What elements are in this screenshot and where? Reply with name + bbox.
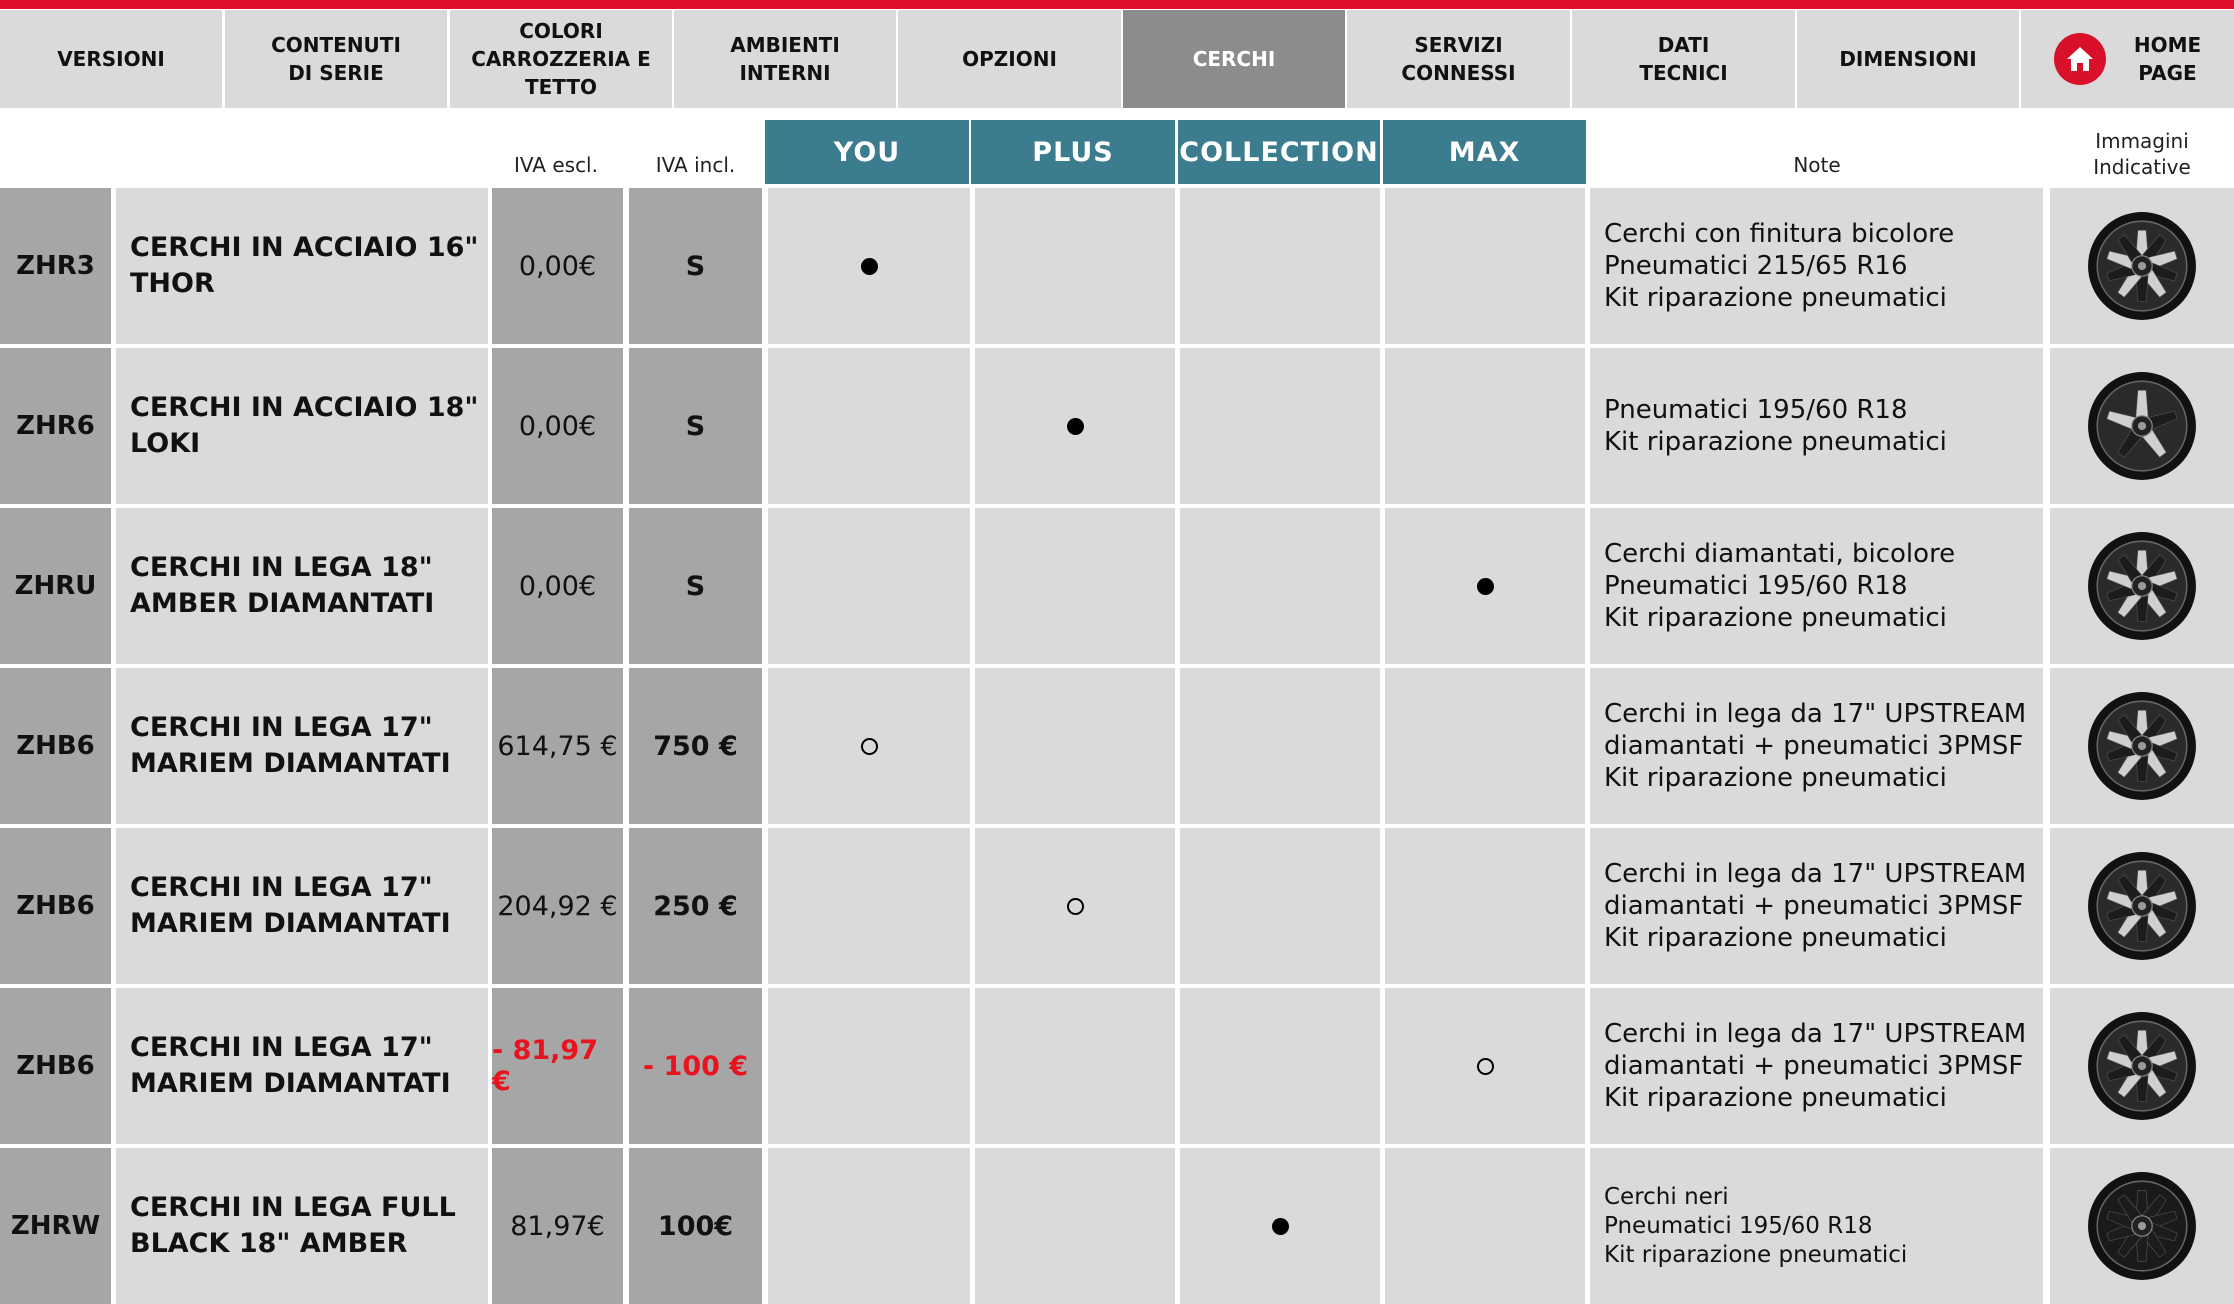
- trim-cell-plus: [975, 1148, 1175, 1304]
- note-line: diamantati + pneumatici 3PMSF: [1604, 891, 2024, 921]
- images-header: Immagini Indicative: [2093, 129, 2191, 179]
- home-page-label: HOME PAGE: [2133, 33, 2202, 85]
- trim-cell-collection: [1180, 1148, 1380, 1304]
- note-line: Pneumatici 215/65 R16: [1604, 251, 1908, 281]
- price-iva-incl: S: [629, 188, 762, 344]
- price-iva-incl: 100€: [629, 1148, 762, 1304]
- trim-cell-max: [1385, 828, 1585, 984]
- nav-tab-versioni[interactable]: VERSIONI: [0, 10, 222, 108]
- option-name-text: CERCHI IN ACCIAIO 18" LOKI: [130, 392, 479, 459]
- note-line: diamantati + pneumatici 3PMSF: [1604, 731, 2024, 761]
- option-notes: [1590, 1148, 2043, 1304]
- option-name: [116, 828, 488, 984]
- note-line: Kit riparazione pneumatici: [1604, 603, 1947, 633]
- optional-dot-icon: [1067, 898, 1084, 915]
- option-code: ZHRU: [0, 508, 111, 664]
- trim-cell-you: [768, 1148, 970, 1304]
- option-notes: [1590, 828, 2043, 984]
- trim-cell-you: [768, 988, 970, 1144]
- price-iva-incl: S: [629, 508, 762, 664]
- nav-tab-opzioni[interactable]: OPZIONI: [898, 10, 1121, 108]
- option-name: [116, 1148, 488, 1304]
- standard-dot-icon: [861, 258, 878, 275]
- option-name: [116, 508, 488, 664]
- option-code: ZHB6: [0, 668, 111, 824]
- option-notes: [1590, 988, 2043, 1144]
- option-notes: [1590, 508, 2043, 664]
- top-navigation: [0, 10, 2234, 108]
- nav-tab-servizi-connessi[interactable]: SERVIZI CONNESSI: [1347, 10, 1570, 108]
- trim-header-you: YOU: [765, 120, 969, 184]
- option-name: [116, 188, 488, 344]
- trim-cell-you: [768, 188, 970, 344]
- price-iva-escl: 0,00€: [492, 188, 623, 344]
- option-name: [116, 668, 488, 824]
- trim-cell-collection: [1180, 508, 1380, 664]
- trim-cell-you: [768, 668, 970, 824]
- price-iva-escl: 614,75 €: [492, 668, 623, 824]
- option-name-text: CERCHI IN LEGA 17" MARIEM DIAMANTATI: [130, 872, 451, 939]
- option-name: [116, 348, 488, 504]
- trim-header-max: MAX: [1383, 120, 1586, 184]
- wheel-icon: [2086, 850, 2198, 962]
- trim-cell-plus: [975, 188, 1175, 344]
- option-name-text: CERCHI IN LEGA 17" MARIEM DIAMANTATI: [130, 1032, 451, 1099]
- standard-dot-icon: [1067, 418, 1084, 435]
- nav-tab-colori-carrozzeria-e-tetto[interactable]: COLORI CARROZZERIA E TETTO: [450, 10, 672, 108]
- trim-cell-max: [1385, 988, 1585, 1144]
- standard-dot-icon: [1477, 578, 1494, 595]
- option-name: [116, 988, 488, 1144]
- option-code: ZHRW: [0, 1148, 111, 1304]
- option-name-text: CERCHI IN LEGA FULL BLACK 18" AMBER: [130, 1192, 456, 1259]
- note-line: Kit riparazione pneumatici: [1604, 763, 1947, 793]
- trim-cell-collection: [1180, 668, 1380, 824]
- trim-cell-you: [768, 508, 970, 664]
- note-line: Pneumatici 195/60 R18: [1604, 395, 1908, 425]
- note-line: Kit riparazione pneumatici: [1604, 427, 1947, 457]
- price-iva-escl: 81,97€: [492, 1148, 623, 1304]
- option-name-text: CERCHI IN LEGA 18" AMBER DIAMANTATI: [130, 552, 435, 619]
- option-name-text: CERCHI IN ACCIAIO 16" THOR: [130, 232, 479, 299]
- note-line: Pneumatici 195/60 R18: [1604, 571, 1908, 601]
- note-line: Cerchi diamantati, bicolore: [1604, 539, 1956, 569]
- note-line: Kit riparazione pneumatici: [1604, 1083, 1947, 1113]
- note-line: Cerchi in lega da 17" UPSTREAM: [1604, 1019, 2027, 1049]
- trim-cell-max: [1385, 668, 1585, 824]
- trim-cell-max: [1385, 508, 1585, 664]
- trim-cell-plus: [975, 348, 1175, 504]
- wheel-image: [2050, 188, 2234, 344]
- trim-cell-max: [1385, 188, 1585, 344]
- trim-cell-plus: [975, 988, 1175, 1144]
- trim-cell-collection: [1180, 188, 1380, 344]
- trim-cell-collection: [1180, 988, 1380, 1144]
- wheel-icon: [2086, 1170, 2198, 1282]
- price-iva-incl: 750 €: [629, 668, 762, 824]
- wheel-icon: [2086, 690, 2198, 802]
- price-iva-escl: 0,00€: [492, 348, 623, 504]
- note-line: Kit riparazione pneumatici: [1604, 923, 1947, 953]
- trim-cell-plus: [975, 668, 1175, 824]
- optional-dot-icon: [1477, 1058, 1494, 1075]
- trim-cell-collection: [1180, 348, 1380, 504]
- note-line: Cerchi in lega da 17" UPSTREAM: [1604, 859, 2027, 889]
- wheel-image: [2050, 348, 2234, 504]
- option-notes: [1590, 348, 2043, 504]
- nav-tab-dati-tecnici[interactable]: DATI TECNICI: [1572, 10, 1795, 108]
- nav-home-page[interactable]: [2021, 10, 2234, 108]
- price-iva-escl: 0,00€: [492, 508, 623, 664]
- wheel-image: [2050, 988, 2234, 1144]
- standard-dot-icon: [1272, 1218, 1289, 1235]
- trim-cell-max: [1385, 348, 1585, 504]
- trim-cell-max: [1385, 1148, 1585, 1304]
- option-notes: [1590, 668, 2043, 824]
- note-line: Pneumatici 195/60 R18: [1604, 1212, 1873, 1239]
- nav-tab-contenuti-di-serie[interactable]: CONTENUTI DI SERIE: [225, 10, 447, 108]
- trim-cell-you: [768, 828, 970, 984]
- note-line: diamantati + pneumatici 3PMSF: [1604, 1051, 2024, 1081]
- option-code: ZHB6: [0, 828, 111, 984]
- note-header: Note: [1793, 153, 1841, 177]
- home-icon: [2054, 33, 2106, 85]
- wheel-icon: [2086, 210, 2198, 322]
- price-iva-escl: 204,92 €: [492, 828, 623, 984]
- option-code: ZHR3: [0, 188, 111, 344]
- trim-cell-you: [768, 348, 970, 504]
- note-line: Cerchi in lega da 17" UPSTREAM: [1604, 699, 2027, 729]
- option-notes: [1590, 188, 2043, 344]
- nav-tab-dimensioni[interactable]: DIMENSIONI: [1797, 10, 2019, 108]
- wheel-image: [2050, 668, 2234, 824]
- wheel-icon: [2086, 370, 2198, 482]
- option-name-text: CERCHI IN LEGA 17" MARIEM DIAMANTATI: [130, 712, 451, 779]
- trim-cell-plus: [975, 828, 1175, 984]
- nav-tab-ambienti-interni[interactable]: AMBIENTI INTERNI: [674, 10, 896, 108]
- wheel-image: [2050, 1148, 2234, 1304]
- note-line: Kit riparazione pneumatici: [1604, 1241, 1908, 1268]
- trim-header-plus: PLUS: [971, 120, 1175, 184]
- optional-dot-icon: [861, 738, 878, 755]
- trim-cell-plus: [975, 508, 1175, 664]
- price-iva-incl: - 100 €: [629, 988, 762, 1144]
- iva-incl-header: IVA incl.: [655, 153, 736, 177]
- option-code: ZHR6: [0, 348, 111, 504]
- wheel-icon: [2086, 1010, 2198, 1122]
- price-iva-escl: - 81,97 €: [492, 988, 623, 1144]
- price-iva-incl: S: [629, 348, 762, 504]
- iva-escl-header: IVA escl.: [514, 153, 598, 177]
- nav-tab-cerchi[interactable]: CERCHI: [1123, 10, 1345, 108]
- top-accent-bar: [0, 0, 2234, 9]
- note-line: Cerchi con finitura bicolore: [1604, 219, 1955, 249]
- note-line: Kit riparazione pneumatici: [1604, 283, 1947, 313]
- option-code: ZHB6: [0, 988, 111, 1144]
- trim-header-collection: COLLECTION: [1178, 120, 1380, 184]
- wheel-icon: [2086, 530, 2198, 642]
- trim-cell-collection: [1180, 828, 1380, 984]
- price-iva-incl: 250 €: [629, 828, 762, 984]
- note-line: Cerchi neri: [1604, 1183, 1729, 1210]
- wheel-image: [2050, 828, 2234, 984]
- wheel-image: [2050, 508, 2234, 664]
